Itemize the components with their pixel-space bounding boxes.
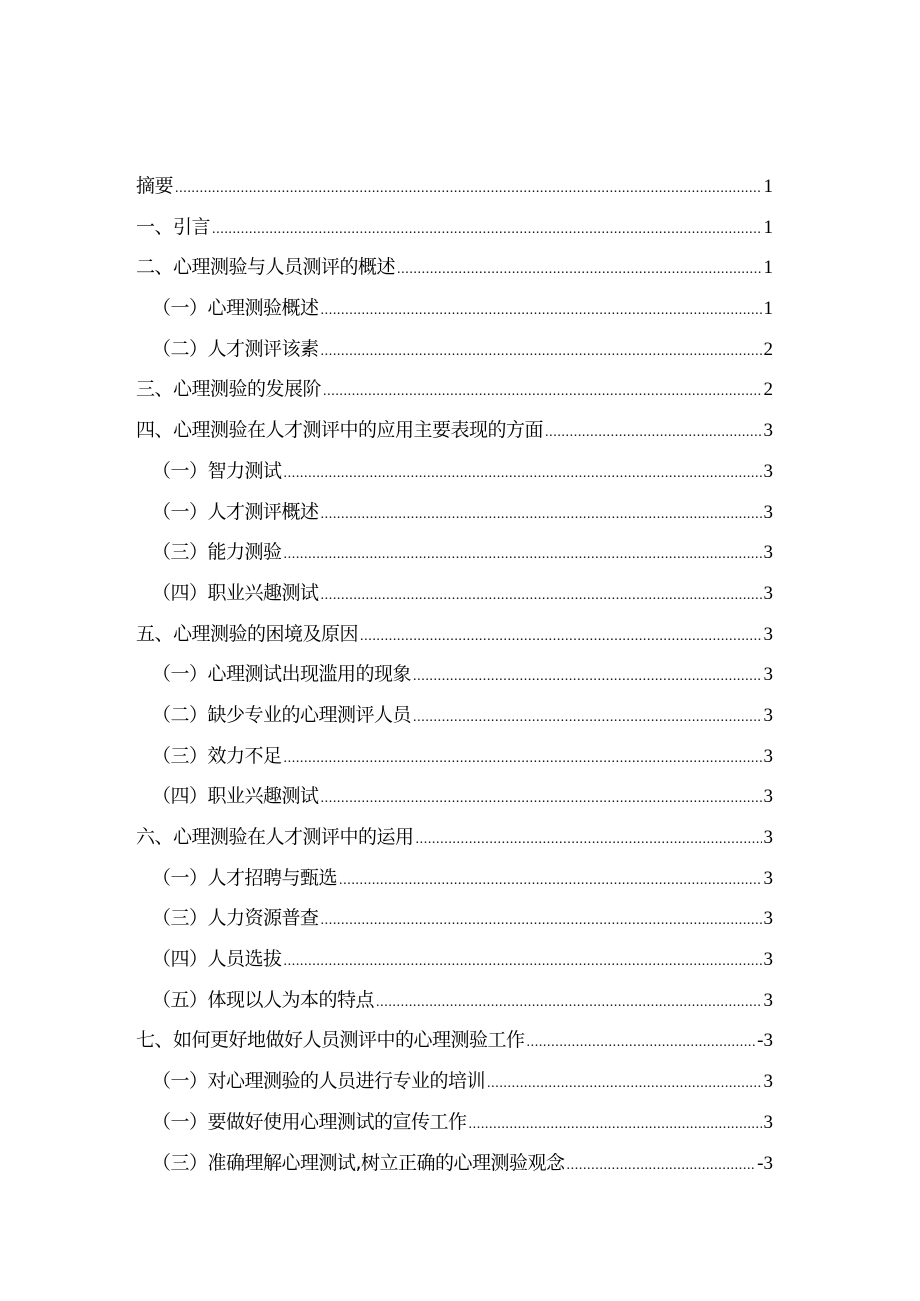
toc-dot-leader xyxy=(376,983,761,1024)
toc-entry-title: （一）心理测验概述 xyxy=(152,297,319,320)
toc-entry[interactable] xyxy=(136,410,773,451)
toc-dot-leader xyxy=(284,942,762,983)
toc-dot-leader xyxy=(397,250,761,291)
toc-entry[interactable] xyxy=(136,898,773,939)
toc-entry[interactable] xyxy=(136,980,773,1021)
toc-dot-leader xyxy=(321,901,762,942)
toc-dot-leader xyxy=(321,495,762,536)
toc-entry-page-number: 3 xyxy=(763,867,773,889)
toc-entry[interactable] xyxy=(136,817,773,858)
toc-entry[interactable] xyxy=(136,1020,773,1061)
toc-entry-title: 三、心理测验的发展阶 xyxy=(136,378,322,401)
toc-entry-title: （一）对心理测验的人员进行专业的培训 xyxy=(152,1070,486,1093)
toc-entry[interactable] xyxy=(136,695,773,736)
toc-entry[interactable] xyxy=(136,247,773,288)
toc-entry-title: （三）人力资源普查 xyxy=(152,907,319,930)
toc-entry-title: 六、心理测验在人才测评中的运用 xyxy=(136,826,414,848)
toc-entry[interactable] xyxy=(136,288,773,329)
toc-entry-title: （四）职业兴趣测试 xyxy=(152,581,319,604)
toc-entry[interactable] xyxy=(136,1102,773,1143)
toc-entry-title: （一）心理测试出现滥用的现象 xyxy=(152,663,412,686)
toc-entry[interactable] xyxy=(136,654,773,695)
toc-dot-leader xyxy=(323,372,761,413)
toc-entry-title: （一）人才测评概述 xyxy=(152,500,319,523)
toc-entry-page-number: 3 xyxy=(763,1071,773,1093)
toc-entry-page-number: 3 xyxy=(763,908,773,930)
toc-entry-page-number: -3 xyxy=(757,1152,773,1174)
toc-dot-leader xyxy=(339,861,761,902)
toc-dot-leader xyxy=(413,698,761,739)
toc-entry[interactable] xyxy=(136,329,773,370)
toc-entry-page-number: 3 xyxy=(763,989,773,1011)
toc-entry-page-number: 1 xyxy=(763,257,773,279)
toc-entry[interactable] xyxy=(136,1061,773,1102)
toc-dot-leader xyxy=(284,535,762,576)
toc-entry[interactable] xyxy=(136,939,773,980)
toc-entry[interactable] xyxy=(136,451,773,492)
toc-dot-leader xyxy=(413,657,761,698)
toc-entry-page-number: 3 xyxy=(763,501,773,523)
toc-dot-leader xyxy=(469,1105,762,1146)
toc-entry-title: （五）体现以人为本的特点 xyxy=(152,988,375,1011)
toc-entry-title: （三）准确理解心理测试,树立正确的心理测验观念 xyxy=(152,1151,565,1174)
toc-dot-leader xyxy=(212,210,761,251)
toc-dot-leader xyxy=(321,332,762,373)
toc-entry-page-number: 3 xyxy=(763,420,773,442)
toc-entry-title: 七、如何更好地做好人员测评中的心理测验工作 xyxy=(136,1029,525,1052)
toc-dot-leader xyxy=(321,291,762,332)
toc-entry-page-number: 3 xyxy=(763,664,773,686)
toc-entry[interactable] xyxy=(136,573,773,614)
toc-entry[interactable] xyxy=(136,166,773,207)
toc-entry-page-number: 3 xyxy=(763,949,773,971)
toc-entry-title: 摘要 xyxy=(136,175,174,197)
toc-entry-page-number: 2 xyxy=(763,379,773,401)
toc-entry[interactable] xyxy=(136,207,773,248)
toc-entry-page-number: 2 xyxy=(763,338,773,360)
toc-entry[interactable] xyxy=(136,532,773,573)
toc-entry-page-number: 3 xyxy=(763,704,773,726)
toc-entry-title: （一）人才招聘与甄选 xyxy=(152,866,338,889)
toc-dot-leader xyxy=(321,779,762,820)
toc-entry-title: （一）要做好使用心理测试的宣传工作 xyxy=(152,1110,467,1133)
toc-entry-title: 四、心理测验在人才测评中的应用主要表现的方面 xyxy=(136,419,544,442)
toc-entry-page-number: 3 xyxy=(763,582,773,604)
toc-entry-title: （四）人员选拔 xyxy=(152,948,282,971)
toc-entry[interactable] xyxy=(136,736,773,777)
toc-dot-leader xyxy=(416,820,762,861)
toc-dot-leader xyxy=(567,1146,756,1187)
toc-entry[interactable] xyxy=(136,369,773,410)
toc-entry-page-number: 1 xyxy=(763,216,773,238)
toc-entry-page-number: 3 xyxy=(763,1111,773,1133)
toc-dot-leader xyxy=(527,1023,756,1064)
toc-entry-page-number: 1 xyxy=(763,176,773,197)
toc-entry-page-number: 1 xyxy=(763,298,773,320)
toc-entry-page-number: 3 xyxy=(763,460,773,482)
toc-entry-title: （二）人才测评该素 xyxy=(152,337,319,360)
toc-dot-leader xyxy=(284,454,762,495)
toc-entry-title: 一、引言 xyxy=(136,215,211,238)
toc-entry[interactable] xyxy=(136,1143,773,1184)
toc-dot-leader xyxy=(284,739,762,780)
toc-entry-title: 五、心理测验的困境及原因 xyxy=(136,622,359,645)
toc-entry-page-number: 3 xyxy=(763,623,773,645)
toc-dot-leader xyxy=(175,169,761,210)
toc-entry-title: （四）职业兴趣测试 xyxy=(152,785,319,808)
toc-entry-page-number: 3 xyxy=(763,745,773,767)
toc-entry-title: （二）缺少专业的心理测评人员 xyxy=(152,703,412,726)
toc-entry[interactable] xyxy=(136,492,773,533)
toc-entry[interactable] xyxy=(136,776,773,817)
table-of-contents xyxy=(136,166,773,1183)
toc-dot-leader xyxy=(360,617,761,658)
toc-entry-title: （三）能力测验 xyxy=(152,541,282,564)
toc-entry-page-number: -3 xyxy=(757,1030,773,1052)
toc-entry[interactable] xyxy=(136,614,773,655)
toc-entry-page-number: 3 xyxy=(763,786,773,808)
toc-dot-leader xyxy=(487,1064,761,1105)
toc-entry-title: （三）效力不足 xyxy=(152,744,282,767)
toc-dot-leader xyxy=(545,413,761,454)
toc-entry-title: 二、心理测验与人员测评的概述 xyxy=(136,256,396,279)
toc-entry[interactable] xyxy=(136,858,773,899)
toc-dot-leader xyxy=(321,576,762,617)
toc-entry-title: （一）智力测试 xyxy=(152,459,282,482)
toc-entry-page-number: 3 xyxy=(763,542,773,564)
toc-entry-page-number: 3 xyxy=(763,827,773,848)
